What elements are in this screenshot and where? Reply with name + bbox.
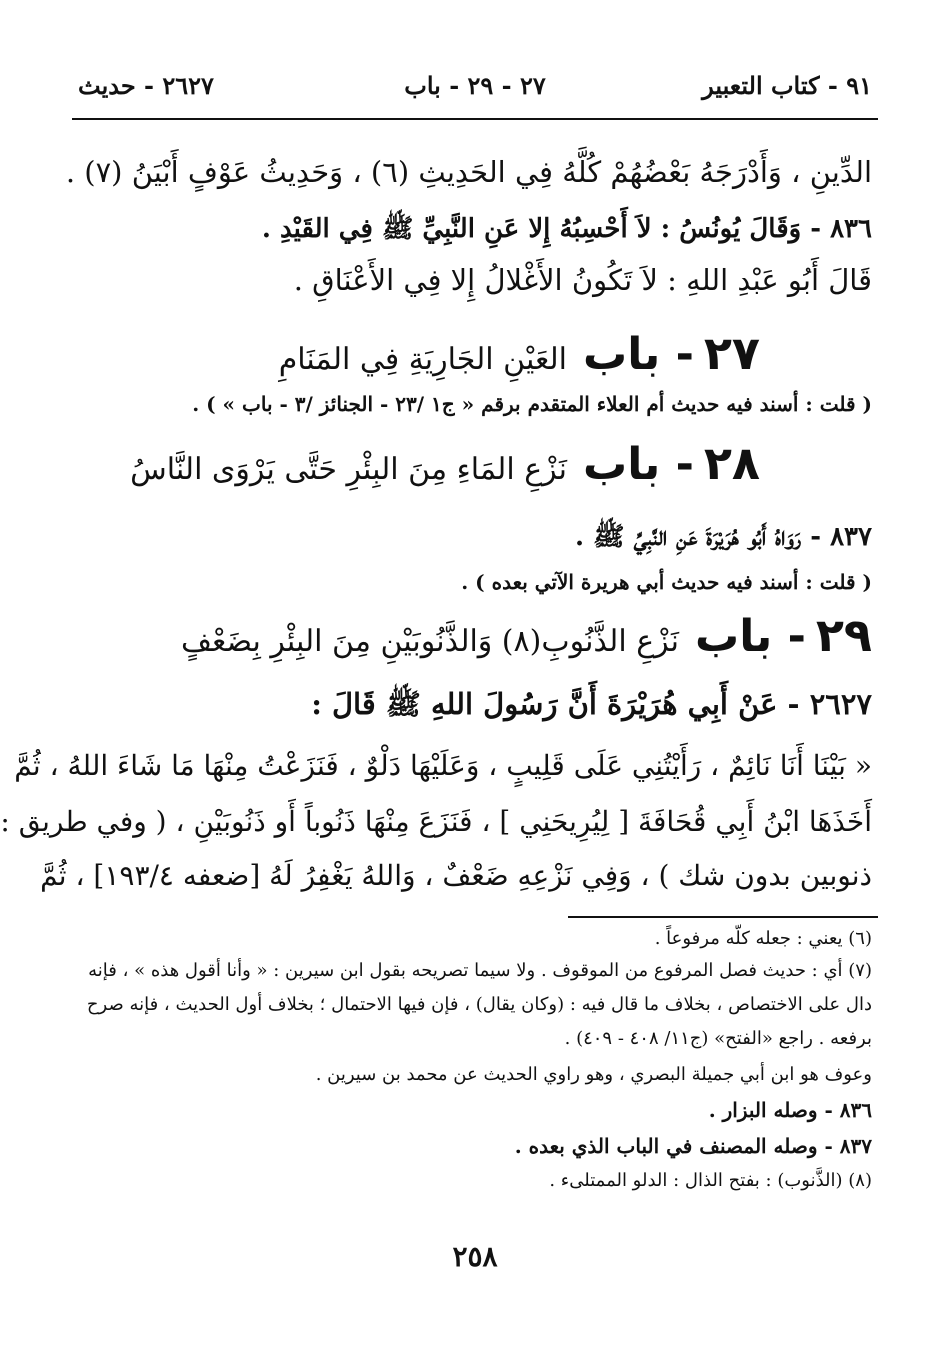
header-book-title: ٩١ - كتاب التعبير <box>702 71 872 100</box>
chapter-title: نَزْعِ المَاءِ مِنَ البِئْرِ حَتَّى يَرْوَى النَّاسُ <box>130 452 567 487</box>
chapter-number: ٢٩ <box>815 608 872 662</box>
chapter-title: نَزْعِ الذَّنُوبِ(٨) وَالذَّنُوبَيْنِ مِنَ البِئْرِ بِضَعْفٍ <box>180 624 679 659</box>
footnote-7-line-2: دال على الاختصاص ، بخلاف ما قال فيه : (وكان يقال) ، فإن فيها الاحتمال ؛ بخلاف أول الحديث ، فإنه صرح <box>86 994 872 1015</box>
header-rule <box>72 118 878 120</box>
chapter-number: ٢٨ <box>703 436 760 490</box>
body-line-1: الدِّينِ ، وَأَدْرَجَهُ بَعْضُهُمْ كُلَّهُ فِي الحَدِيثِ (٦) ، وَحَدِيثُ عَوْفٍ أَبْيَنُ (٧) . <box>65 155 872 189</box>
hadith-text-line-3: ذنوبين بدون شك ) ، وَفِي نَزْعِهِ ضَعْفٌ ، وَاللهُ يَغْفِرُ لَهُ [ضعفه ١٩٣/٤] ، ثُمَّ <box>40 859 872 892</box>
body-line-abu-abdallah: قَالَ أَبُو عَبْدِ اللهِ : لاَ تَكُونُ الأَغْلالُ إِلا فِي الأَعْنَاقِ . <box>293 263 872 297</box>
footnote-8: (٨) (الذَّنوب) : بفتح الذال : الدلو الممتلىء . <box>549 1170 872 1191</box>
footnote-836: ٨٣٦ - وصله البزار . <box>708 1098 872 1122</box>
chapter-29-heading <box>180 608 872 662</box>
footnote-7-line-4: وعوف هو ابن أبي جميلة البصري ، وهو راوي الحديث عن محمد بن سيرين . <box>315 1064 872 1085</box>
footnote-837: ٨٣٧ - وصله المصنف في الباب الذي بعده . <box>514 1134 872 1158</box>
header-chapter-range: ٢٧ - ٢٩ - باب <box>404 71 546 100</box>
hadith-text-line-1: « بَيْنَا أَنَا نَائِمٌ ، رَأَيْتُنِي عَلَى قَلِيبٍ ، وَعَلَيْهَا دَلْوٌ ، فَنَزَعْتُ مِنْهَا مَا شَاءَ اللهُ ، ثُمَّ <box>14 749 872 782</box>
footnote-7-line-3: برفعه . راجع «الفتح» (ج١١/ ٤٠٨ - ٤٠٩) . <box>564 1028 872 1049</box>
chapter-27-heading <box>278 326 760 380</box>
footnote-separator <box>568 916 878 918</box>
chapter-title: العَيْنِ الجَارِيَةِ فِي المَنَامِ <box>278 342 567 377</box>
chapter-28-heading <box>130 436 760 490</box>
chapter-bab-label: - باب <box>583 439 694 490</box>
body-line-836: ٨٣٦ - وَقَالَ يُونُسُ : لاَ أَحْسِبُهُ إِلا عَنِ النَّبِيِّ ﷺ فِي القَيْدِ . <box>261 214 872 244</box>
hadith-intro: ٢٦٢٧ - عَنْ أَبِي هُرَيْرَةَ أَنَّ رَسُولَ اللهِ ﷺ قَالَ : <box>311 687 872 721</box>
chapter-number: ٢٧ <box>703 326 760 380</box>
hadith-text-line-2: أَخَذَهَا ابْنُ أَبِي قُحَافَةَ [ لِيُرِيحَنِي ] ، فَنَزَعَ مِنْهَا ذَنُوباً أَو ذَنُوبَيْنِ ، ( وفي طريق : <box>0 805 872 838</box>
footnote-6: (٦) يعني : جعله كلّه مرفوعاً . <box>654 928 872 949</box>
page-number: ٢٥٨ <box>452 1240 498 1273</box>
header-hadith-number: ٢٦٢٧ - حديث <box>78 71 214 100</box>
footnote-7-line-1: (٧) أي : حديث فصل المرفوع من الموقوف . ولا سيما تصريحه بقول ابن سيرين : « وأنا أقول هذه » ، فإنه <box>88 960 872 981</box>
chapter-bab-label: - باب <box>695 611 806 662</box>
qult-note-2: ( قلت : أسند فيه حديث أبي هريرة الآتي بعده ) . <box>461 570 872 594</box>
body-line-837: ٨٣٧ - رَوَاهُ أَبُو هُرَيْرَةَ عَنِ النَّبِيِّ ﷺ . <box>575 522 872 552</box>
chapter-bab-label: - باب <box>583 329 694 380</box>
qult-note-1: ( قلت : أسند فيه حديث أم العلاء المتقدم برقم « ج١ /٢٣ - الجنائز /٣ - باب » ) . <box>192 392 872 416</box>
